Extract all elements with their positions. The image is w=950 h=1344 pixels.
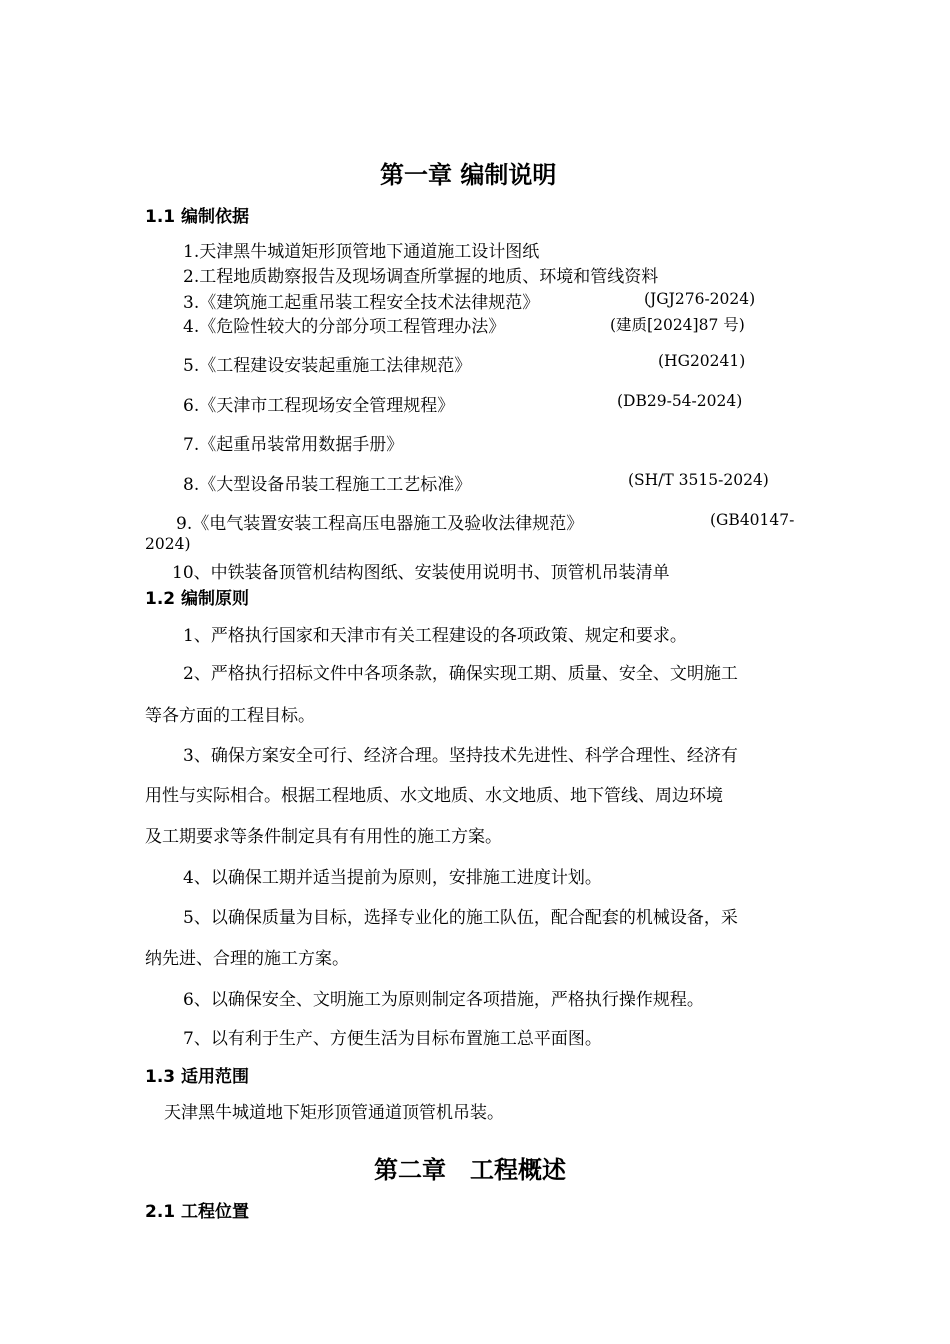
paragraph-line: 6、以确保安全、文明施工为原则制定各项措施，严格执行操作规程。	[183, 990, 704, 1010]
chapter-2-title: 第二章 工程概述	[374, 1156, 566, 1184]
standard-code: (DB29-54-2024)	[617, 392, 743, 410]
scope-text: 天津黑牛城道地下矩形顶管通道顶管机吊装。	[164, 1103, 504, 1123]
list-item: 2.工程地质勘察报告及现场调查所掌握的地质、环境和管线资料	[183, 267, 659, 287]
paragraph-line: 及工期要求等条件制定具有有用性的施工方案。	[145, 827, 502, 847]
standard-code: (HG20241)	[658, 352, 746, 370]
list-item: 3.《建筑施工起重吊装工程安全技术法律规范》	[183, 293, 540, 313]
standard-code: (建质[2024]87 号)	[610, 316, 745, 334]
section-1-1-heading: 1.1 编制依据	[145, 207, 250, 227]
paragraph-line: 2、严格执行招标文件中各项条款，确保实现工期、质量、安全、文明施工	[183, 664, 738, 684]
paragraph-line: 4、以确保工期并适当提前为原则，安排施工进度计划。	[183, 868, 602, 888]
paragraph-line: 用性与实际相合。根据工程地质、水文地质、水文地质、地下管线、周边环境	[145, 786, 723, 806]
standard-code: (SH/T 3515-2024)	[628, 471, 769, 489]
paragraph-line: 7、以有利于生产、方便生活为目标布置施工总平面图。	[183, 1029, 602, 1049]
paragraph-line: 5、以确保质量为目标，选择专业化的施工队伍，配合配套的机械设备，采	[183, 908, 738, 928]
list-item: 5.《工程建设安装起重施工法律规范》	[183, 356, 472, 376]
chapter-1-title: 第一章 编制说明	[380, 161, 557, 189]
standard-code: (JGJ276-2024)	[644, 290, 756, 308]
paragraph-line: 1、严格执行国家和天津市有关工程建设的各项政策、规定和要求。	[183, 626, 687, 646]
section-1-3-heading: 1.3 适用范围	[145, 1067, 250, 1087]
list-item: 1.天津黑牛城道矩形顶管地下通道施工设计图纸	[183, 242, 540, 262]
list-item: 9.《电气装置安装工程高压电器施工及验收法律规范》	[176, 514, 584, 534]
standard-code: (GB40147-	[710, 511, 795, 529]
list-item: 6.《天津市工程现场安全管理规程》	[183, 396, 455, 416]
list-item: 8.《大型设备吊装工程施工工艺标准》	[183, 475, 472, 495]
list-item: 10、中铁装备顶管机结构图纸、安装使用说明书、顶管机吊装清单	[172, 563, 670, 583]
paragraph-line: 等各方面的工程目标。	[145, 706, 315, 726]
paragraph-line: 3、确保方案安全可行、经济合理。坚持技术先进性、科学合理性、经济有	[183, 746, 738, 766]
section-2-1-heading: 2.1 工程位置	[145, 1202, 250, 1222]
list-item: 4.《危险性较大的分部分项工程管理办法》	[183, 317, 506, 337]
section-1-2-heading: 1.2 编制原则	[145, 589, 250, 609]
list-item: 7.《起重吊装常用数据手册》	[183, 435, 404, 455]
paragraph-line: 纳先进、合理的施工方案。	[145, 949, 349, 969]
standard-code-continued: 2024)	[145, 535, 191, 553]
